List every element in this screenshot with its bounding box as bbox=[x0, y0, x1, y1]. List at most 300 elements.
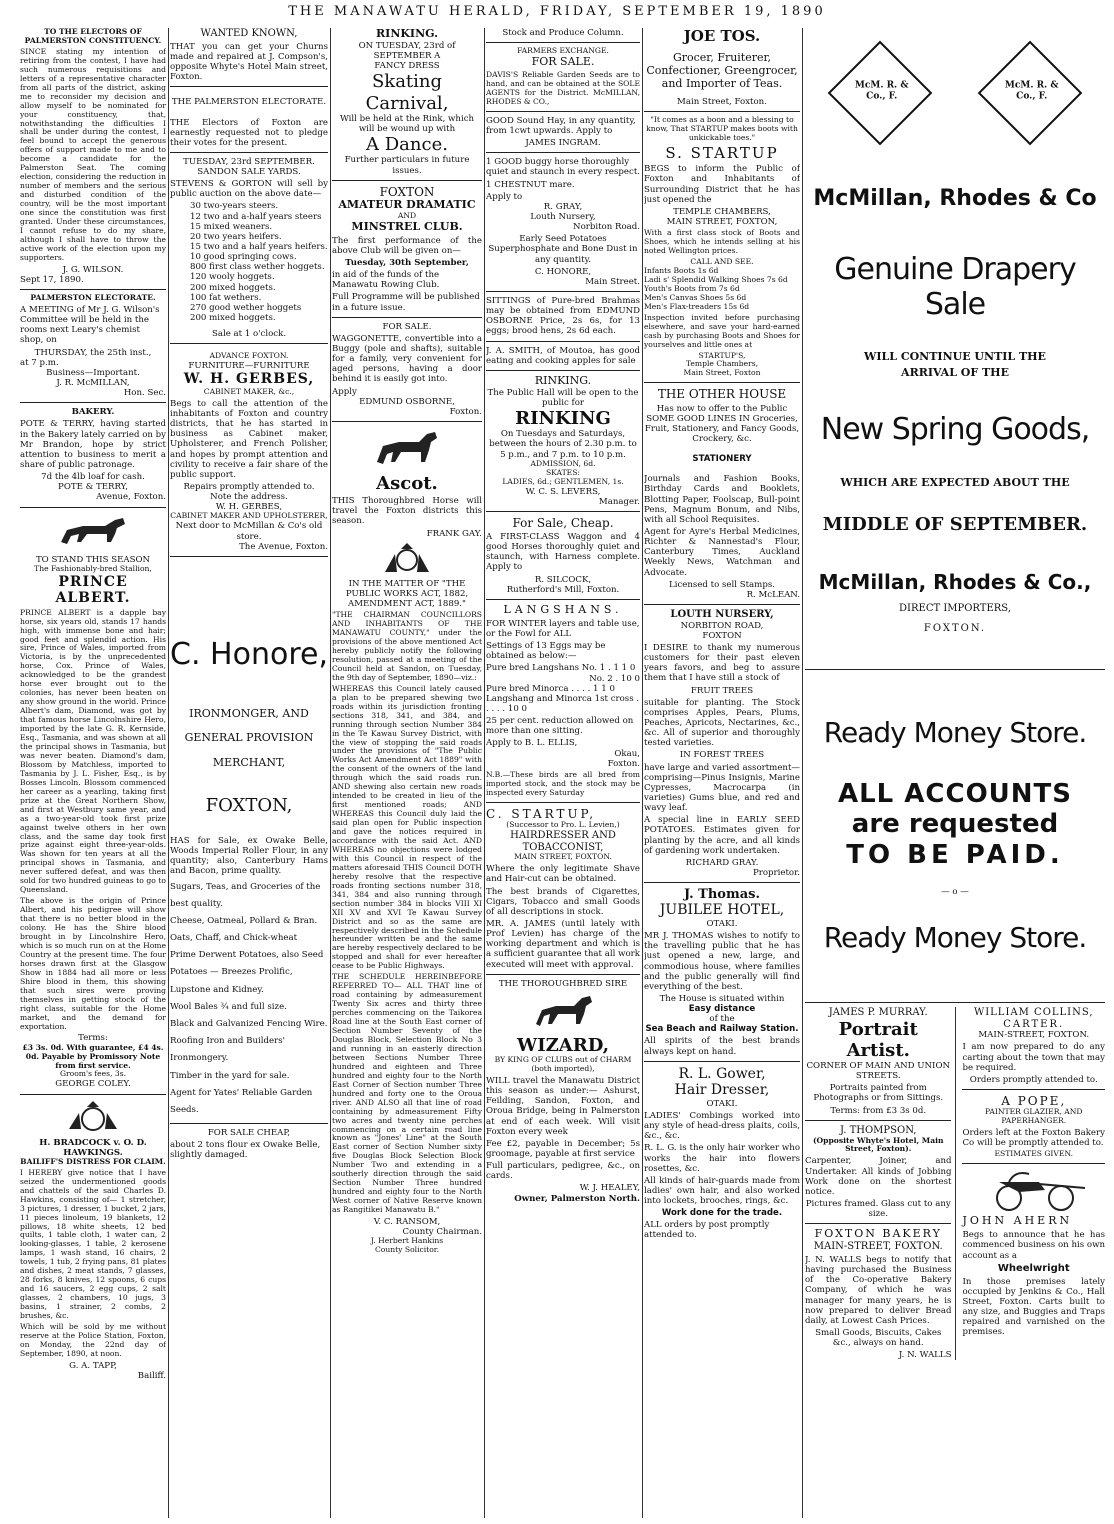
ad-address: MAIN-STREET, FOXTON. bbox=[978, 1030, 1090, 1041]
ad-body: The above is the origin of Prince Albert, and his pedigree will show that there is no better blood in the colony. He has the Shire blood brought in by Lincolnshire Hero, which is so much run on at the Home Country at the present time. The four horses drawn first at the Glasgow Show in 1884 had all more or less Shire blood in them, this showing that such sires were proving themselves in getting stock of the right class, suitable for the Home market, and the demand for exportation. bbox=[20, 896, 166, 1031]
ad-title: RINKING. bbox=[376, 28, 438, 40]
ad-address: TEMPLE CHAMBERS, bbox=[673, 206, 771, 217]
firm-name: McMillan, Rhodes & Co bbox=[813, 186, 1097, 211]
ad-name: PRINCE ALBERT. bbox=[55, 573, 131, 607]
ad-body: A special line in EARLY SEED POTATOES. Estimates given for planting by the acre, and all kinds of gardening work undertaken. bbox=[644, 815, 800, 856]
ad-note: Repairs promptly attended to. bbox=[183, 482, 315, 492]
ad-headline: TO STAND THIS SEASON bbox=[35, 554, 151, 565]
list-item: 15 mixed weaners. bbox=[190, 221, 273, 232]
ad-body: A FIRST-CLASS Waggon and 4 good Horses thoroughly quiet and staunch, with Harness complete. Apply to bbox=[486, 532, 640, 573]
ad-body: SINCE stating my intention of retiring from the contest, I have had such numerous requisitions and letters of a representative character from all parts of the district, asking me to reconsider my decision and allow myself to be nominated for your constituency, that, notwithstanding the difficulties I shall be under during the contest, I feel bound to accept the generous offers of support made to me and to become a candidate for the Palmerston Seat. The coming election, considering the reduction in number of members and the serious and disturbed condition of the country, will be the most important one since the constitution was first granted. Under these circumstances, I cannot refuse to do my share, although I shall have to throw the active work of the election upon my supporters. bbox=[20, 46, 166, 262]
ad-body: Early Seed Potatoes Superphosphate and Bone Dust in any quantity. bbox=[488, 234, 638, 265]
ad-subtitle: FURNITURE—FURNITURE bbox=[188, 361, 310, 372]
ad-body: Begs to announce that he has commenced business on his own account as a bbox=[962, 1230, 1105, 1261]
ad-body: PRINCE ALBERT is a dapple bay horse, six years old, stands 17 hands high, with immense bone and hair; good feet and splendid action. His sire, Prince of Wales, imported from Victoria, is by the unprecedented horse, Cox. Prince of Wales, acknowledged to be the grandest horse ever brought out to the colonies, has never been beaten on any show ground in the world. Prince Albert's dam, Diamond, was got by that famous horse Lincolnshire Hero, imported by the late G. R. Kernside, Esq., Tasmania, and was shown at all the principal shows in Tasmania, but was never beaten. Diamond's dam, Blossom by Matchless, imported to Tasmania by J. L. Fisher, Esq., is by Bosses Lincoln. Blossom commenced her career as a yearling, taking first prize at the Great Northern Show, and first at Westbury same year, and as a two-year-old took first prize against twelve others in her own class, and the same day took first prize against eight three-year-olds. Was shown for ten years at all the principal shows in Tasmania, and never suffered defeat, and was then sold for two hundred guineas to go to Queensland. bbox=[20, 607, 166, 895]
divider bbox=[332, 180, 482, 181]
ad-role: Owner, Palmerston North. bbox=[514, 1193, 640, 1204]
stock-list bbox=[170, 201, 328, 323]
ad-name: Skating Carnival, bbox=[365, 71, 449, 114]
ad-body: LADIES' Combings worked into any style of head-dress plaits, coils, &c., &c. bbox=[644, 1110, 800, 1142]
ad-body: WHICH ARE EXPECTED ABOUT THE bbox=[840, 476, 1070, 490]
ad-title: LANGSHANS. bbox=[503, 602, 623, 616]
ad-fee: LADIES, 6d.; GENTLEMEN, 1s. bbox=[502, 476, 624, 486]
ad-signature: STARTUP'S, bbox=[698, 350, 746, 360]
firm-logo-icon: McM. R. & Co., F. bbox=[978, 41, 1083, 146]
ad-subtitle: IN FOREST TREES bbox=[679, 750, 765, 761]
ad-body: Small Goods, Biscuits, Cakes &c., always on hand. bbox=[815, 1328, 942, 1349]
ad-body: DAVIS'S Reliable Garden Seeds are to hand, and can be obtained at the SOLE AGENTS for the District. McMILLAN, RHODES & CO., bbox=[486, 70, 640, 106]
ad-title: SANDON SALE YARDS. bbox=[197, 167, 301, 178]
ad-body: about 2 tons flour ex Owake Belle, slightly damaged. bbox=[170, 1140, 321, 1161]
ad-body: A MEETING of Mr J. G. Wilson's Committee will be held in the rooms next Leary's chemist shop, on bbox=[20, 305, 160, 346]
ad-trade: Wheelwright bbox=[997, 1262, 1070, 1274]
ad-headline: Ready Money Store. bbox=[823, 920, 1087, 954]
ad-apply: Apply bbox=[332, 386, 357, 397]
ad-body: Carpenter, Joiner, and Undertaker. All kinds of Jobbing Work done on the shortest notice. bbox=[805, 1156, 952, 1197]
ad-headline: MIDDLE OF SEPTEMBER. bbox=[822, 514, 1088, 536]
ad-signature: R. McLEAN. bbox=[746, 589, 800, 600]
ad-body: Will be held at the Rink, which will be wound up with bbox=[339, 113, 475, 134]
ad-title: LOUTH NURSERY, bbox=[670, 608, 774, 620]
list-item: 15 two and a half years heifers. bbox=[190, 242, 328, 253]
horse-engraving-icon bbox=[367, 426, 447, 470]
ad-title: TO THE ELECTORS OF PALMERSTON CONSTITUENCY. bbox=[24, 28, 162, 45]
ad-body: of the bbox=[709, 1014, 735, 1025]
divider bbox=[170, 556, 328, 557]
ad-body: DIRECT IMPORTERS, bbox=[899, 602, 1011, 614]
ad-trade: CARTER. bbox=[1003, 1018, 1065, 1030]
ad-trade: CABINET MAKER AND UPHOLSTERER, bbox=[170, 511, 328, 521]
list-item: 30 two-years steers. bbox=[190, 201, 279, 212]
ad-ornament: — o — bbox=[941, 886, 969, 897]
ad-title: THE PALMERSTON ELECTORATE. bbox=[171, 97, 327, 108]
ad-date: TUESDAY, 23rd SEPTEMBER. bbox=[183, 156, 315, 167]
ad-body: The Public Hall will be open to the public for bbox=[487, 387, 639, 408]
divider bbox=[20, 289, 166, 290]
ad-subtitle: BAILIFF'S DISTRESS FOR CLAIM. bbox=[20, 1156, 166, 1166]
ad-signature: W. J. HEALEY, bbox=[579, 1183, 640, 1194]
divider bbox=[962, 1089, 1105, 1090]
price-row: Langshang and Minorca 1st cross . . . . . 10 0 bbox=[486, 693, 640, 714]
divider bbox=[805, 1002, 1105, 1003]
ad-signature: J. Herbert Hankins bbox=[370, 1236, 444, 1246]
divider bbox=[486, 42, 640, 43]
ad-address: MAIN-STREET, FOXTON. bbox=[813, 1241, 943, 1253]
ad-address: Temple Chambers, bbox=[685, 359, 759, 369]
ad-signature: GEORGE COLEY. bbox=[55, 1079, 131, 1090]
ad-title: WANTED KNOWN, bbox=[200, 28, 298, 39]
ad-name: JOE TOS. bbox=[683, 28, 761, 45]
divider bbox=[486, 152, 640, 153]
ad-signature: W. C. S. LEVERS, bbox=[525, 486, 601, 497]
list-item: Cheese, Oatmeal, Pollard & Bran. bbox=[170, 915, 318, 926]
ad-address: Okau, bbox=[614, 748, 640, 759]
ad-name: A POPE, bbox=[1001, 1094, 1067, 1109]
ad-name: Ascot. bbox=[376, 472, 438, 494]
ad-name: RINKING bbox=[515, 408, 611, 430]
ad-trade: IRONMONGER, AND GENERAL PROVISION MERCHANT, bbox=[184, 707, 314, 769]
ad-body: All kinds of hair-guards made from ladies' own hair, and also worked into lockets, brooches, rings, &c. bbox=[644, 1175, 800, 1207]
goods-list bbox=[170, 879, 328, 1120]
column-title: Stock and Produce Column. bbox=[502, 28, 624, 38]
ad-town: FOXTON, bbox=[205, 794, 293, 816]
ad-signature: J. N. WALLS bbox=[898, 1350, 952, 1361]
ad-note: Licensed to sell Stamps. bbox=[669, 579, 775, 590]
horse-engraving-icon bbox=[53, 512, 133, 552]
ad-body: THE Electors of Foxton are earnestly requested not to pledge their votes for the present. bbox=[170, 117, 328, 148]
ad-fee: £3 3s. 0d. With guarantee, £4 4s. 0d. Payable by Promissory Note from first service. bbox=[22, 1042, 164, 1070]
ad-signature: V. C. RANSOM, bbox=[373, 1217, 441, 1228]
bottom-right-column bbox=[956, 1007, 1105, 1361]
ad-body: WILL CONTINUE UNTIL THE ARRIVAL OF THE bbox=[864, 349, 1046, 380]
divider bbox=[486, 341, 640, 342]
ad-address: Foxton. bbox=[449, 406, 482, 417]
divider bbox=[644, 111, 800, 112]
ad-body: Agent for Ayre's Herbal Medicines, Richter & Nannestad's Flour, Canterbury Times, Auckland Weekly News, Watchman and Advocate. bbox=[644, 526, 800, 578]
divider bbox=[486, 111, 640, 112]
ad-body: BEGS to inform the Public of Foxton and Inhabitants of Surrounding District that he has just opened the bbox=[644, 164, 800, 205]
list-item: 10 good springing cows. bbox=[190, 252, 297, 263]
ad-signature: W. H. GERBES, bbox=[215, 502, 283, 513]
ad-address: Main Street, Foxton. bbox=[677, 96, 767, 107]
ad-body: MR J. THOMAS wishes to notify to the travelling public that he has just opened a new, large, and commodious house, where families and the public generally will find everything of the best. bbox=[644, 931, 800, 992]
ad-fee: SKATES: bbox=[545, 467, 580, 477]
ad-signature: FRANK GAY. bbox=[426, 528, 482, 539]
horse-engraving-icon bbox=[528, 992, 598, 1032]
ad-body: HAS for Sale, ex Owake Belle, Woods Imperial Roller Flour, in any quantity; also, Canterbury Hams and Bacon, prime quality. bbox=[170, 835, 328, 877]
ad-fee: Terms: from £3 3s 0d. bbox=[830, 1105, 927, 1116]
list-item: 120 wooly hoggets. bbox=[190, 272, 275, 283]
ad-body: R. L. G. is the only hair worker who works the hair into flowers rosettes, &c. bbox=[644, 1143, 800, 1174]
ad-body: I HEREBY give notice that I have seized the undermentioned goods and chattels of the said Charles D. Hawkins, consisting of— 1 stretcher, 3 pictures, 1 dresser, 1 bucket, 2 jars, 11 pieces linoleum, 19 blankets, 12 pillows, 18 white sheets, 12 bed quilts, 1 table cloth, 1 water can, 2 looking-glasses, 1 table, 2 kerosene lamps, 1 wash stand, 16 chairs, 2 towels, 1 tub, 2 frying pans, 81 plates and dishes, 2 meat stands, 7 glasses, 28 forks, 8 knives, 12 spoons, 6 cups and 16 saucers, 2 egg cups, 2 salt glasses, 2 chambers, 10 jugs, 3 basins, 1 strainer, 2 combs, 2 brushes, &c. bbox=[20, 1167, 166, 1321]
ad-body: All spirits of the best brands always kept on hand. bbox=[644, 1036, 800, 1057]
ad-title: AMATEUR DRAMATIC bbox=[338, 197, 476, 211]
logo-row bbox=[805, 56, 1105, 156]
ad-title: THE THOROUGHBRED SIRE bbox=[498, 978, 628, 989]
ad-body: Pictures framed. Glass cut to any size. bbox=[805, 1198, 951, 1220]
ad-address: Rutherford's Mill, Foxton. bbox=[506, 584, 620, 595]
divider bbox=[332, 317, 482, 318]
divider bbox=[486, 291, 640, 292]
divider bbox=[486, 511, 640, 512]
column-6 bbox=[805, 28, 1105, 1518]
ad-role: Bailiff. bbox=[137, 1370, 166, 1381]
list-item: Black and Galvanized Fencing Wire. bbox=[170, 1019, 328, 1030]
ad-trade: CABINET MAKER, &c., bbox=[203, 386, 295, 396]
ad-headline: are requested bbox=[851, 809, 1059, 840]
ad-address: Louth Nursery, bbox=[530, 212, 596, 222]
ad-body: have large and varied assortment—comprising—Pinus Insignis, Marine Cypresses, Macrocarpa (in varieties) Gums blue, and red and wavy leaf. bbox=[644, 762, 800, 814]
ad-address: The Avenue, Foxton. bbox=[239, 541, 328, 552]
ad-quote: "It comes as a boon and a blessing to know, That STARTUP makes boots with unkickable toes." bbox=[646, 114, 798, 142]
ad-date: Tuesday, 30th September, bbox=[345, 257, 469, 268]
ad-body: 1 CHESTNUT mare. bbox=[486, 179, 575, 190]
divider bbox=[486, 599, 640, 600]
list-item: Prime Derwent Potatoes, also Seed Potatoes — Breezes Prolific, Lupstone and Kidney. bbox=[170, 950, 324, 995]
ad-fee: ADMISSION, 6d. bbox=[530, 458, 596, 468]
ad-body: ALL orders by post promptly attended to. bbox=[644, 1220, 770, 1241]
divider bbox=[805, 1223, 951, 1224]
column-1 bbox=[20, 28, 166, 1518]
ad-body: MR. A. JAMES (until lately with Prof Levien) has charge of the working department and which is a sufficient guarantee that all work executed will meet with approval. bbox=[486, 919, 640, 970]
ad-role: County Chairman. bbox=[402, 1227, 482, 1238]
list-item: 12 two and a-half years steers bbox=[190, 211, 322, 222]
ad-body: SITTINGS of Pure-bred Brahmas may be obtained from EDMUND OSBORNE Price, 2s 6s, for 13 eggs; brood hens, 2s 6d each. bbox=[486, 295, 640, 337]
ad-body: THAT you can get your Churns made and repaired at J. Compson's, opposite Whyte's Hotel Main street, Foxton. bbox=[170, 41, 328, 83]
ad-note: Orders promptly attended to. bbox=[969, 1074, 1098, 1085]
ad-address: (Opposite Whyte's Hotel, Main Street, Foxton). bbox=[812, 1135, 944, 1154]
ad-highlight: Sea Beach and Railway Station. bbox=[645, 1024, 799, 1035]
ad-signature: J. G. WILSON. bbox=[62, 264, 124, 275]
list-item: Agent for Yates' Reliable Garden Seeds. bbox=[170, 1087, 313, 1115]
ad-signature: C. HONORE, bbox=[534, 266, 592, 277]
ad-title: RINKING. bbox=[534, 373, 592, 387]
ad-name: JAMES P. MURRAY. bbox=[828, 1006, 928, 1018]
ad-trade: Hair Dresser, bbox=[674, 1082, 770, 1099]
ad-body: The first performance of the above Club will be given on— bbox=[332, 235, 482, 256]
ad-name: THE OTHER HOUSE bbox=[657, 387, 787, 402]
ad-note: CALL AND SEE. bbox=[690, 256, 754, 266]
ad-title: For Sale, Cheap. bbox=[512, 515, 614, 530]
price-row: Pure bred Minorca . . . . 1 1 0 bbox=[486, 683, 615, 694]
price-list bbox=[644, 267, 800, 312]
column-4 bbox=[486, 28, 640, 1518]
ad-role: Manager. bbox=[598, 496, 640, 507]
royal-arms-icon bbox=[63, 1099, 123, 1135]
ad-body: The best brands of Cigarettes, Cigars, Tobacco and small Goods of all descriptions in stock. bbox=[486, 886, 640, 917]
ad-role: Proprietor. bbox=[752, 867, 800, 878]
ad-name: JOHN AHERN bbox=[962, 1214, 1073, 1228]
list-item: Infants Boots 1s 6d bbox=[644, 265, 719, 275]
ad-body: WHEREAS this Council lately caused a plan to be prepared shewing two roads within its jurisdiction fronting sections 318, 341, and 384, and running through section Number 384 in the Te Kawau Survey District, with the view of stopping the said roads under the provisions of "The Public Works Act Amendment Act 1889" with the consent of the owners of the land through which the said roads run. AND shewing also certain new roads intended to be created in lieu of the first mentioned roads; AND WHEREAS this Council duly laid the said plan open for Public inspection and gave the notices required in accordance with the said Act. AND WHEREAS no objections were lodged with this Council in respect of the matters aforesaid THIS Council DOTH hereby resolve that the respective roads fronting sections number 318, 341, 384 and also running through section number 384 in blocks VIII XI XII XV and XVI Te Kawau Survey District and so as the same are respectively described in the Schedule hereunder written be and the same are hereby respectively declared to be stopped and shall for ever hereafter cease to be Public Highways. bbox=[332, 683, 482, 971]
ad-trade: HAIRDRESSER AND TOBACCONIST, bbox=[510, 829, 616, 853]
ad-body: suitable for planting. The Stock comprises Apples, Pears, Plums, Peaches, Apricots, Nectarines, &c., &c. All of superior and thoroughly tested varieties. bbox=[644, 697, 800, 749]
ad-body: Journals and Fashion Books, Birthday Cards and Booklets, Blotting Paper, Foolscap, Bull-point Pens, Magnum Bonum, and Nibs, with all School Requisites. bbox=[644, 474, 800, 525]
ad-note: ESTIMATES GIVEN. bbox=[994, 1149, 1074, 1159]
ad-address: MAIN STREET, FOXTON, bbox=[666, 216, 778, 227]
ad-body: Has now to offer to the Public SOME GOOD LINES IN Groceries, Fruit, Stationery, and Fancy Goods, Crockery, &c. bbox=[644, 403, 800, 444]
ad-body: J. A. SMITH, of Moutoa, has good eating and cooking apples for sale bbox=[486, 345, 640, 366]
ad-title: JUBILEE HOTEL, bbox=[659, 902, 785, 919]
ad-town: FOXTON bbox=[702, 630, 742, 641]
price-row: No. 2 . 10 0 bbox=[589, 673, 640, 684]
masthead bbox=[0, 4, 1114, 24]
ad-name: R. L. Gower, bbox=[678, 1065, 766, 1082]
divider bbox=[170, 152, 328, 153]
list-item: Youth's Boots from 7s 6d bbox=[644, 283, 740, 293]
ad-name: J. Thomas. bbox=[683, 887, 760, 903]
ad-address: Main Street. bbox=[585, 276, 640, 287]
divider bbox=[805, 669, 1105, 670]
ad-date: THURSDAY, the 25th inst., bbox=[34, 347, 152, 358]
column-rule bbox=[484, 28, 485, 1518]
ad-name: C. STARTUP, bbox=[486, 806, 597, 821]
ad-signature: J. R. McMILLAN, bbox=[56, 378, 130, 388]
ad-subtitle: NORBITON ROAD, bbox=[680, 620, 764, 631]
ad-body: GOOD Sound Hay, in any quantity, from 1cwt upwards. Apply to bbox=[486, 115, 636, 137]
column-2 bbox=[170, 28, 328, 1518]
ad-body: THE SCHEDULE HEREINBEFORE REFERRED TO— ALL THAT line of road containing by admeasurement Twenty Six acres and thirty three perches commencing on the Taikorea Road line at the South East corner of Section Number Seventy of the Douglas Block, Selection Block No 3 and running in an easterly direction between Sections Number Three hundred and eighteen and Three hundred and eighty four to the North East Corner of Section number Three hundred and forty one to the Oroua river. AND ALSO all that line of road containing by admeasurement Fifty two acres and twenty nine perches commencing on a certain road line known as "Jones' Line" at the South East corner of Section Number sixty five Douglas Block Selection Block Number Two and extending in a southerly direction through the said Section Number Three hundred hundred and eighty four to the North West corner of Native Reserve known as Rangitikei Manawatu B." bbox=[332, 972, 482, 1215]
ad-name: A Dance. bbox=[366, 134, 448, 156]
ad-title: FOR SALE CHEAP, bbox=[207, 1128, 291, 1139]
ad-body: 25 per cent. reduction allowed on more than one sitting. bbox=[486, 716, 634, 737]
ad-address: MAIN STREET, FOXTON. bbox=[514, 852, 612, 862]
ad-title: FOR SALE. bbox=[531, 55, 595, 69]
ad-body: WAGGONETTE, convertible into a Buggy (pole and shafts), suitable for a family, very convenient for aged persons, having a door behind it is easily got into. bbox=[332, 333, 482, 385]
column-rule bbox=[642, 28, 643, 1518]
ad-body: Portraits painted from Photographs or from Sittings. bbox=[813, 1083, 944, 1104]
ad-headline: New Spring Goods, bbox=[820, 411, 1090, 447]
ad-trade: Grocer, Fruiterer, Confectioner, Greengrocer, and Importer of Teas. bbox=[646, 50, 798, 90]
divider bbox=[962, 1163, 1105, 1164]
ad-body: The House is situated within bbox=[659, 993, 785, 1004]
list-item: 200 mixed hoggets. bbox=[190, 282, 276, 293]
column-rule bbox=[330, 28, 331, 1518]
price-row: Pure bred Langshans No. 1 . 1 1 0 bbox=[486, 663, 636, 674]
ad-price: 7d the 4lb loaf for cash. bbox=[41, 472, 145, 483]
ad-note: Further particulars in future issues. bbox=[344, 155, 470, 176]
ad-address: Foxton. bbox=[607, 758, 640, 769]
ad-headline: Ready Money Store. bbox=[823, 715, 1087, 749]
divider bbox=[486, 370, 640, 371]
ad-body: Full Programme will be published in a future issue. bbox=[332, 292, 480, 313]
ad-apply: Apply to B. L. ELLIS, bbox=[486, 738, 578, 749]
ad-address: Main Street, Foxton bbox=[683, 368, 761, 378]
divider bbox=[644, 882, 800, 883]
ad-body: I am now prepared to do any carting about the town that may be required. bbox=[962, 1042, 1105, 1073]
divider bbox=[805, 1120, 951, 1121]
divider bbox=[170, 343, 328, 344]
ad-title: FOXTON bbox=[379, 184, 435, 199]
ad-subtitle: FARMERS EXCHANGE. bbox=[517, 46, 609, 56]
divider bbox=[332, 421, 482, 422]
ad-signature: R. GRAY, bbox=[543, 201, 583, 212]
ad-body: "THE CHAIRMAN COUNCILLORS AND INHABITANTS OF THE MANAWATU COUNTY," under the provisions of the above mentioned Act hereby publicly notify the following resolution, passed at a meeting of the Council held at Sandon, on Tuesday, the 9th day of September, 1890—viz.: bbox=[332, 610, 482, 682]
ad-body: J. N. WALLS begs to notify that having purchased the Business of the Co-operative Bakery Company, of which he was manager for many years, he is now prepared to deliver Bread daily, at Lowest Cash Prices. bbox=[805, 1255, 952, 1326]
divider bbox=[644, 382, 800, 383]
ad-signature: POTE & TERRY, bbox=[58, 482, 128, 493]
ad-body: With a first class stock of Boots and Shoes, which he intends selling at his noted Wellington prices. bbox=[644, 228, 800, 256]
divider bbox=[644, 604, 800, 605]
ad-headline: Genuine Drapery Sale bbox=[834, 251, 1076, 323]
ad-groom: Groom's fees, 3s. bbox=[59, 1069, 127, 1079]
list-item: Oats, Chaff, and Chick-wheat bbox=[170, 933, 298, 944]
ad-name: WILLIAM COLLINS, bbox=[973, 1006, 1094, 1018]
ad-body: THIS Thoroughbred Horse will travel the Foxton districts this season. bbox=[332, 496, 482, 527]
ad-body: Which will be sold by me without reserve at the Police Station, Foxton, on Monday, the 22nd day of September, 1890, at noon. bbox=[20, 1322, 166, 1358]
ad-subtitle: The Fashionably-bred Stallion, bbox=[34, 563, 152, 573]
ad-date: Sept 17, 1890. bbox=[20, 274, 84, 285]
ad-signature: RICHARD GRAY. bbox=[685, 857, 759, 868]
ad-body: Settings of 13 Eggs may be obtained as below:— bbox=[486, 641, 606, 662]
list-item: Men's Canvas Shoes 5s 6d bbox=[644, 292, 747, 302]
ad-subtitle: BY KING OF CLUBS out of CHARM (both imported), bbox=[494, 1055, 632, 1074]
divider bbox=[486, 974, 640, 975]
ad-body: STEVENS & GORTON will sell by public auction on the above date— bbox=[170, 179, 328, 200]
ad-body: WILL travel the Manawatu District this season as under:— Ashurst, Feilding, Sandon, Foxton, and Oroua Bridge, being in Palmerston at end of each week. Will visit Foxton every week bbox=[486, 1076, 640, 1137]
ad-title: IN THE MATTER OF "THE PUBLIC WORKS ACT, 1882, AMENDMENT ACT, 1889." bbox=[345, 578, 469, 610]
buggy-engraving-icon bbox=[979, 1168, 1089, 1212]
ad-title: PALMERSTON ELECTORATE. bbox=[30, 293, 156, 303]
ad-title: FOR SALE. bbox=[382, 321, 432, 332]
list-item: Timber in the yard for sale. bbox=[170, 1070, 290, 1081]
column-rule bbox=[802, 28, 803, 1518]
ad-body: POTE & TERRY, having started in the Bakery lately carried on by Mr Brandon, hope by strict attention to business to merit a share of public patronage. bbox=[20, 419, 166, 470]
column-3 bbox=[332, 28, 482, 1518]
ad-role: Hon. Sec. bbox=[123, 388, 166, 399]
ad-trade: PAINTER GLAZIER, AND PAPERHANGER. bbox=[985, 1107, 1083, 1126]
ad-name: FOXTON BAKERY bbox=[814, 1227, 942, 1241]
ad-name: S. STARTUP bbox=[665, 143, 779, 162]
divider bbox=[170, 1123, 328, 1124]
ad-body: Where the only legitimate Shave and Hair-cut can be obtained. bbox=[486, 864, 640, 885]
masthead-title: THE MANAWATU HERALD, FRIDAY, SEPTEMBER 19, 1890 bbox=[288, 4, 826, 19]
ad-note: N.B.—These birds are all bred from imported stock, and the stock may be inspected every Saturday bbox=[486, 769, 640, 797]
divider bbox=[644, 1061, 800, 1062]
royal-arms-icon bbox=[381, 542, 433, 576]
list-item: Wool Bales ¾ and full size. bbox=[170, 1001, 287, 1012]
ad-highlight: Easy distance bbox=[688, 1004, 756, 1015]
ad-address: Next door to McMillan & Co's old store. bbox=[175, 521, 323, 542]
ad-town: FOXTON. bbox=[923, 622, 987, 634]
ad-address: CORNER OF MAIN AND UNION STREETS. bbox=[806, 1061, 951, 1082]
ad-body: 1 GOOD buggy horse thoroughly quiet and staunch in every respect. bbox=[486, 157, 640, 178]
list-item: 800 first class wether hoggets. bbox=[190, 262, 325, 273]
ad-title: Portrait Artist. bbox=[838, 1018, 918, 1061]
list-item: 200 mixed hoggets. bbox=[190, 313, 276, 324]
ad-title: MINSTREL CLUB. bbox=[351, 219, 463, 233]
ad-body: I DESIRE to thank my numerous customers for their past eleven years favors, and beg to assure them that I have still a stock of bbox=[644, 643, 800, 684]
ad-body: On Tuesdays and Saturdays, between the hours of 2.30 p.m. to 5 p.m., and 7 p.m. to 10 p.m. bbox=[489, 429, 637, 460]
bottom-ads bbox=[805, 1007, 1105, 1361]
ad-subtitle: (Successor to Pro. L. Levien,) bbox=[506, 819, 620, 829]
ad-signature: G. A. TAPP, bbox=[69, 1360, 117, 1371]
ad-address: Norbiton Road. bbox=[573, 222, 640, 233]
list-item: Roofing Iron and Builders' Ironmongery. bbox=[170, 1036, 285, 1064]
ad-town: OTAKI. bbox=[706, 1098, 738, 1109]
ad-name: WIZARD, bbox=[517, 1034, 609, 1056]
ad-address: Avenue, Foxton. bbox=[96, 492, 166, 503]
list-item: Men's Flax-treaders 15s 6d bbox=[644, 301, 750, 311]
divider bbox=[20, 402, 166, 403]
divider bbox=[20, 507, 166, 508]
ad-highlight: Work done for the trade. bbox=[661, 1208, 783, 1219]
column-rule bbox=[168, 28, 169, 1518]
ad-headline: ALL ACCOUNTS bbox=[837, 778, 1073, 809]
ad-body: in aid of the funds of the Manawatu Rowing Club. bbox=[332, 270, 440, 291]
ad-name: W. H. GERBES, bbox=[183, 371, 315, 388]
list-item: 270 good wether hoggets bbox=[190, 302, 302, 313]
ad-town: OTAKI. bbox=[706, 918, 738, 929]
ad-signature: EDMUND OSBORNE, bbox=[359, 396, 455, 407]
ad-fee: Fee £2, payable in December; 5s groomage, payable at first service bbox=[486, 1138, 640, 1159]
bottom-left-column bbox=[805, 1007, 956, 1361]
firm-logo-icon: McM. R. & Co., F. bbox=[828, 41, 933, 146]
ad-terms: Terms: bbox=[78, 1033, 108, 1044]
divider bbox=[486, 802, 640, 803]
ad-headline: ADVANCE FOXTON. bbox=[209, 351, 289, 361]
ad-note: Sale at 1 o'clock. bbox=[211, 329, 287, 340]
ad-apply: Apply to bbox=[486, 191, 523, 202]
ad-title: STATIONERY bbox=[692, 454, 752, 465]
ad-signature: JAMES INGRAM. bbox=[525, 138, 601, 149]
ad-role: County Solicitor. bbox=[374, 1245, 440, 1255]
ad-body: In those premises lately occupied by Jenkins & Co., Hall Street, Foxton. Carts built to any size, and Buggies and Traps repaired and varnished on the premises. bbox=[962, 1276, 1105, 1338]
divider bbox=[20, 1094, 166, 1095]
ad-signature: R. SILCOCK, bbox=[534, 574, 592, 585]
ad-subtitle: FANCY DRESS bbox=[374, 61, 440, 72]
ad-title: AND bbox=[397, 210, 417, 220]
